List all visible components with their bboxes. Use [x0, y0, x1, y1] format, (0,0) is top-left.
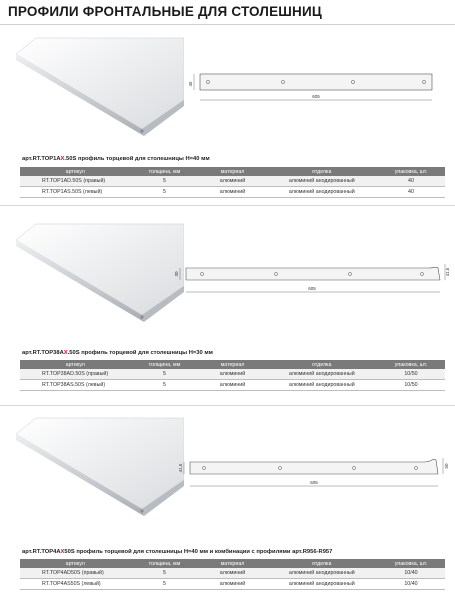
- col-header-finish: отделка: [267, 360, 378, 369]
- spec-table-3: [20, 559, 445, 590]
- col-header-article: артикул: [20, 360, 131, 369]
- drawing-height-label: 41,5: [178, 463, 183, 473]
- section-divider: [0, 405, 455, 406]
- section-divider: [0, 205, 455, 206]
- drawing-height-label: 45: [188, 81, 193, 87]
- title-divider: [0, 24, 455, 25]
- col-header-article: артикул: [20, 167, 131, 176]
- profile-drawing-3: [170, 456, 450, 496]
- section-caption-1: арт.RT.TOP1AX.50S профиль торцевой для столешницы H=40 мм: [22, 156, 210, 162]
- col-header-material: материал: [199, 167, 267, 176]
- col-header-material: материал: [199, 360, 267, 369]
- col-header-finish: отделка: [267, 559, 378, 568]
- col-header-thickness: толщина, мм: [131, 360, 199, 369]
- col-header-thickness: толщина, мм: [131, 559, 199, 568]
- spec-table-1: [20, 167, 445, 198]
- table-row: RT.TOP1AD.50S (правый) 5 алюминий алюминий анодированный 40: [20, 176, 445, 187]
- col-header-thickness: толщина, мм: [131, 167, 199, 176]
- drawing-profile-height-label: 50: [444, 463, 449, 469]
- countertop-image-2: [14, 220, 184, 330]
- profile-drawing-2: [170, 262, 450, 302]
- section-caption-3: арт.RT.TOP4AX50S профиль торцевой для столешницы H=40 мм и комбинации с профилями арт.R956-R957: [22, 549, 333, 555]
- col-header-material: материал: [199, 559, 267, 568]
- drawing-height-label: 30: [174, 271, 179, 277]
- col-header-package: упаковка, шт.: [377, 360, 445, 369]
- page-title: ПРОФИЛИ ФРОНТАЛЬНЫЕ ДЛЯ СТОЛЕШНИЦ: [8, 4, 322, 19]
- countertop-image-1: [14, 34, 184, 144]
- col-header-package: упаковка, шт.: [377, 167, 445, 176]
- drawing-length-label: 605: [310, 480, 318, 485]
- profile-drawing-1: [188, 66, 448, 112]
- table-row: RT.TOP38AS.50S (левый) 5 алюминий алюминий анодированный 10/50: [20, 380, 445, 391]
- table-row: RT.TOP4AS50S (левый) 5 алюминий алюминий анодированный 10/40: [20, 579, 445, 590]
- col-header-article: артикул: [20, 559, 131, 568]
- col-header-package: упаковка, шт.: [377, 559, 445, 568]
- countertop-image-3: [14, 414, 184, 524]
- spec-table-2: [20, 360, 445, 391]
- col-header-finish: отделка: [267, 167, 378, 176]
- table-row: RT.TOP1AS.50S (левый) 5 алюминий алюминий анодированный 40: [20, 187, 445, 198]
- drawing-profile-height-label: 41,5: [445, 267, 450, 277]
- table-row: RT.TOP4AD50S (правый) 5 алюминий алюминий анодированный 10/40: [20, 568, 445, 579]
- drawing-length-label: 605: [308, 286, 316, 291]
- table-row: RT.TOP38AD.50S (правый) 5 алюминий алюминий анодированный 10/50: [20, 369, 445, 380]
- section-caption-2: арт.RT.TOP38AX.50S профиль торцевой для столешницы H=30 мм: [22, 350, 213, 356]
- drawing-length-label: 605: [312, 94, 320, 99]
